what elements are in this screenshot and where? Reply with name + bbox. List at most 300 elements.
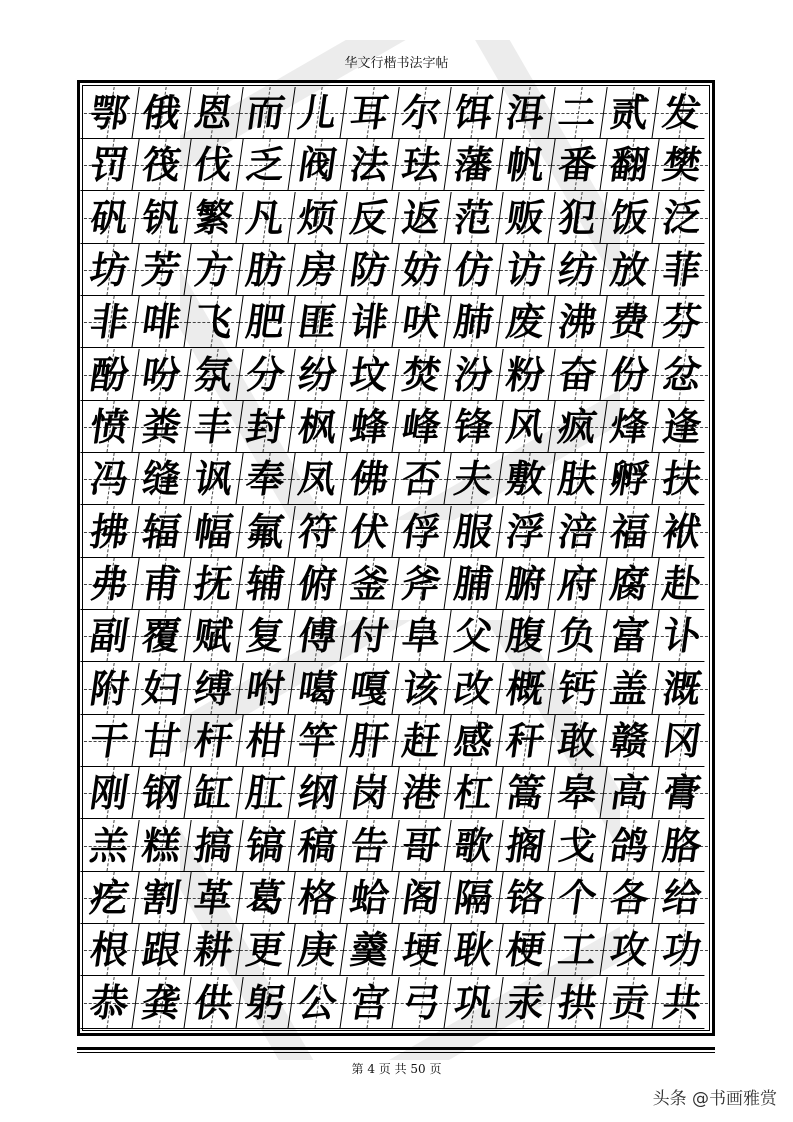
- calligraphy-character: 俘: [399, 509, 444, 554]
- grid-cell: [80, 296, 139, 348]
- calligraphy-character: 帆: [503, 142, 548, 187]
- calligraphy-character: 纷: [295, 352, 340, 397]
- calligraphy-character: 坊: [87, 247, 132, 292]
- grid-cell: [288, 872, 347, 924]
- calligraphy-character: 肝: [347, 718, 392, 763]
- grid-cell: [600, 924, 659, 976]
- bottom-rule: [77, 1047, 715, 1050]
- calligraphy-character: 负: [555, 613, 600, 658]
- bottom-rule-thin: [77, 1052, 715, 1053]
- calligraphy-character: 阜: [399, 613, 444, 658]
- calligraphy-character: 辅: [243, 561, 288, 606]
- calligraphy-character: 筏: [139, 142, 184, 187]
- calligraphy-character: 佛: [347, 456, 392, 501]
- calligraphy-character: 方: [191, 247, 236, 292]
- calligraphy-character: 汞: [503, 980, 548, 1025]
- grid-cell: [288, 349, 347, 401]
- grid-cell: [132, 349, 191, 401]
- calligraphy-character: 弓: [399, 980, 444, 1025]
- grid-cell: [236, 872, 295, 924]
- grid-cell: [496, 296, 555, 348]
- grid-cell: [132, 610, 191, 662]
- grid-cell: [444, 87, 503, 139]
- grid-cell: [132, 87, 191, 139]
- calligraphy-character: 肛: [243, 770, 288, 815]
- grid-cell: [652, 296, 711, 348]
- calligraphy-character: 傅: [295, 613, 340, 658]
- calligraphy-character: 讽: [191, 456, 236, 501]
- grid-cell: [392, 87, 451, 139]
- calligraphy-character: 溉: [659, 666, 705, 711]
- calligraphy-character: 该: [399, 666, 444, 711]
- grid-cell: [184, 715, 243, 767]
- calligraphy-character: 尔: [399, 90, 444, 135]
- calligraphy-character: 阀: [295, 142, 340, 187]
- grid-cell: [132, 924, 191, 976]
- grid-cell: [340, 244, 399, 296]
- calligraphy-character: 奋: [555, 352, 600, 397]
- grid-cell: [652, 767, 711, 819]
- calligraphy-character: 糕: [139, 823, 184, 868]
- calligraphy-character: 珐: [399, 142, 444, 187]
- calligraphy-character: 柑: [243, 718, 288, 763]
- grid-cell: [184, 977, 243, 1029]
- grid-cell: [288, 244, 347, 296]
- calligraphy-character: 个: [555, 875, 600, 920]
- calligraphy-character: 贰: [607, 90, 652, 135]
- grid-cell: [600, 663, 659, 715]
- grid-cell: [184, 663, 243, 715]
- calligraphy-character: 弗: [87, 561, 132, 606]
- calligraphy-character: 枫: [295, 404, 340, 449]
- calligraphy-character: 伏: [347, 509, 392, 554]
- grid-cell: [340, 506, 399, 558]
- grid-cell: [236, 767, 295, 819]
- grid-cell: [548, 349, 607, 401]
- calligraphy-character: 阁: [399, 875, 444, 920]
- calligraphy-character: 庚: [295, 927, 340, 972]
- calligraphy-character: 烦: [295, 195, 340, 240]
- grid-cell: [652, 663, 711, 715]
- grid-cell: [80, 349, 139, 401]
- grid-cell: [392, 663, 451, 715]
- grid-cell: [392, 453, 451, 505]
- calligraphy-character: 福: [607, 509, 652, 554]
- calligraphy-character: 改: [451, 666, 496, 711]
- calligraphy-character: 功: [659, 927, 705, 972]
- grid-cell: [652, 610, 711, 662]
- grid-cell: [132, 506, 191, 558]
- grid-cell: [392, 924, 451, 976]
- grid-cell: [496, 244, 555, 296]
- grid-cell: [184, 506, 243, 558]
- calligraphy-character: 锋: [451, 404, 496, 449]
- grid-cell: [548, 192, 607, 244]
- calligraphy-character: 符: [295, 509, 340, 554]
- grid-cell: [392, 715, 451, 767]
- grid-cell: [652, 506, 711, 558]
- grid-cell: [652, 244, 711, 296]
- grid-cell: [548, 244, 607, 296]
- grid-cell: [184, 139, 243, 191]
- calligraphy-character: 宫: [347, 980, 392, 1025]
- calligraphy-character: 敢: [555, 718, 600, 763]
- grid-cell: [496, 87, 555, 139]
- grid-cell: [236, 715, 295, 767]
- grid-cell: [236, 349, 295, 401]
- calligraphy-character: 钒: [139, 195, 184, 240]
- calligraphy-character: 告: [347, 823, 392, 868]
- grid-cell: [340, 610, 399, 662]
- calligraphy-character: 噶: [295, 666, 340, 711]
- grid-cell: [80, 924, 139, 976]
- grid-cell: [652, 192, 711, 244]
- calligraphy-character: 供: [191, 980, 236, 1025]
- grid-cell: [236, 558, 295, 610]
- calligraphy-character: 分: [243, 352, 288, 397]
- calligraphy-character: 富: [607, 613, 652, 658]
- grid-cell: [132, 872, 191, 924]
- calligraphy-character: 饭: [607, 195, 652, 240]
- calligraphy-character: 孵: [607, 456, 652, 501]
- calligraphy-character: 赶: [399, 718, 444, 763]
- grid-cell: [548, 401, 607, 453]
- calligraphy-character: 烽: [607, 404, 652, 449]
- grid-cell: [444, 139, 503, 191]
- grid-cell: [392, 192, 451, 244]
- grid-cell: [600, 87, 659, 139]
- grid-cell: [392, 349, 451, 401]
- grid-cell: [80, 139, 139, 191]
- calligraphy-character: 飞: [191, 299, 236, 344]
- calligraphy-character: 乏: [243, 142, 288, 187]
- calligraphy-character: 俄: [139, 90, 184, 135]
- grid-cell: [184, 349, 243, 401]
- calligraphy-character: 矾: [87, 195, 132, 240]
- calligraphy-character: 房: [295, 247, 340, 292]
- calligraphy-character: 诽: [347, 299, 392, 344]
- grid-cell: [80, 244, 139, 296]
- grid-cell: [392, 506, 451, 558]
- grid-cell: [496, 715, 555, 767]
- calligraphy-character: 腹: [503, 613, 548, 658]
- calligraphy-character: 港: [399, 770, 444, 815]
- calligraphy-character: 愤: [87, 404, 132, 449]
- grid-cell: [652, 977, 711, 1029]
- calligraphy-character: 袱: [659, 509, 705, 554]
- grid-cell: [80, 401, 139, 453]
- grid-cell: [184, 924, 243, 976]
- calligraphy-character: 蛤: [347, 875, 392, 920]
- grid-cell: [496, 610, 555, 662]
- calligraphy-character: 纺: [555, 247, 600, 292]
- grid-cell: [600, 401, 659, 453]
- calligraphy-character: 封: [243, 404, 288, 449]
- grid-cell: [184, 453, 243, 505]
- calligraphy-character: 讣: [659, 613, 705, 658]
- calligraphy-character: 附: [87, 666, 132, 711]
- grid-cell: [236, 977, 295, 1029]
- grid-cell: [548, 820, 607, 872]
- calligraphy-character: 躬: [243, 980, 288, 1025]
- grid-cell: [132, 767, 191, 819]
- grid-cell: [184, 296, 243, 348]
- calligraphy-character: 共: [659, 980, 705, 1025]
- calligraphy-character: 恩: [191, 90, 236, 135]
- grid-cell: [496, 924, 555, 976]
- calligraphy-character: 缸: [191, 770, 236, 815]
- grid-cell: [444, 192, 503, 244]
- grid-cell: [132, 453, 191, 505]
- calligraphy-character: 访: [503, 247, 548, 292]
- calligraphy-character: 格: [295, 875, 340, 920]
- calligraphy-character: 根: [87, 927, 132, 972]
- calligraphy-character: 钙: [555, 666, 600, 711]
- calligraphy-character: 耳: [347, 90, 392, 135]
- calligraphy-character: 赣: [607, 718, 652, 763]
- copybook-grid-frame: [77, 80, 715, 1036]
- calligraphy-character: 疯: [555, 404, 600, 449]
- calligraphy-character: 贡: [607, 980, 652, 1025]
- grid-cell: [184, 872, 243, 924]
- grid-cell: [236, 192, 295, 244]
- calligraphy-character: 防: [347, 247, 392, 292]
- grid-cell: [288, 139, 347, 191]
- calligraphy-character: 拂: [87, 509, 132, 554]
- calligraphy-character: 赋: [191, 613, 236, 658]
- grid-cell: [600, 820, 659, 872]
- calligraphy-character: 蜂: [347, 404, 392, 449]
- calligraphy-character: 凡: [243, 195, 288, 240]
- grid-cell: [496, 506, 555, 558]
- calligraphy-character: 放: [607, 247, 652, 292]
- grid-cell: [80, 453, 139, 505]
- grid-cell: [652, 820, 711, 872]
- calligraphy-character: 父: [451, 613, 496, 658]
- calligraphy-character: 汾: [451, 352, 496, 397]
- grid-cell: [80, 87, 139, 139]
- grid-cell: [392, 820, 451, 872]
- calligraphy-character: 妨: [399, 247, 444, 292]
- grid-cell: [132, 663, 191, 715]
- calligraphy-character: 芬: [659, 299, 705, 344]
- calligraphy-character: 概: [503, 666, 548, 711]
- calligraphy-character: 粪: [139, 404, 184, 449]
- grid-cell: [496, 192, 555, 244]
- calligraphy-character: 埂: [399, 927, 444, 972]
- grid-cell: [652, 349, 711, 401]
- calligraphy-character: 肺: [451, 299, 496, 344]
- calligraphy-character: 伐: [191, 142, 236, 187]
- grid-cell: [288, 767, 347, 819]
- calligraphy-character: 工: [555, 927, 600, 972]
- calligraphy-character: 缝: [139, 456, 184, 501]
- calligraphy-character: 给: [659, 875, 705, 920]
- grid-cell: [444, 506, 503, 558]
- calligraphy-character: 咐: [243, 666, 288, 711]
- grid-cell: [288, 820, 347, 872]
- grid-cell: [288, 558, 347, 610]
- grid-cell: [288, 87, 347, 139]
- calligraphy-character: 凤: [295, 456, 340, 501]
- grid-cell: [132, 558, 191, 610]
- grid-cell: [184, 610, 243, 662]
- grid-cell: [132, 977, 191, 1029]
- grid-cell: [496, 139, 555, 191]
- calligraphy-character: 扶: [659, 456, 705, 501]
- grid-cell: [236, 296, 295, 348]
- calligraphy-character: 沸: [555, 299, 600, 344]
- grid-cell: [132, 192, 191, 244]
- grid-cell: [600, 244, 659, 296]
- grid-cell: [600, 977, 659, 1029]
- grid-cell: [548, 767, 607, 819]
- grid-cell: [340, 139, 399, 191]
- grid-cell: [288, 924, 347, 976]
- calligraphy-character: 钢: [139, 770, 184, 815]
- grid-cell: [444, 558, 503, 610]
- calligraphy-character: 翻: [607, 142, 652, 187]
- grid-cell: [288, 506, 347, 558]
- calligraphy-character: 覆: [139, 613, 184, 658]
- grid-cell: [392, 401, 451, 453]
- calligraphy-character: 副: [87, 613, 132, 658]
- grid-cell: [236, 401, 295, 453]
- calligraphy-character: 羔: [87, 823, 132, 868]
- grid-cell: [340, 924, 399, 976]
- calligraphy-character: 羹: [347, 927, 392, 972]
- calligraphy-character: 革: [191, 875, 236, 920]
- calligraphy-character: 巩: [451, 980, 496, 1025]
- calligraphy-character: 啡: [139, 299, 184, 344]
- calligraphy-character: 丰: [191, 404, 236, 449]
- grid-cell: [288, 977, 347, 1029]
- calligraphy-character: 哥: [399, 823, 444, 868]
- grid-cell: [548, 610, 607, 662]
- calligraphy-character: 盖: [607, 666, 652, 711]
- grid-cell: [444, 349, 503, 401]
- calligraphy-character: 梗: [503, 927, 548, 972]
- grid-cell: [80, 558, 139, 610]
- grid-cell: [444, 924, 503, 976]
- calligraphy-character: 肥: [243, 299, 288, 344]
- grid-cell: [132, 139, 191, 191]
- calligraphy-character: 隔: [451, 875, 496, 920]
- calligraphy-character: 氛: [191, 352, 236, 397]
- calligraphy-character: 釜: [347, 561, 392, 606]
- grid-cell: [288, 453, 347, 505]
- page-number: 第 4 页 共 50 页: [351, 1062, 442, 1076]
- grid-cell: [288, 401, 347, 453]
- calligraphy-character: 鸽: [607, 823, 652, 868]
- grid-cell: [132, 296, 191, 348]
- grid-cell: [600, 715, 659, 767]
- grid-cell: [496, 663, 555, 715]
- calligraphy-character: 秆: [503, 718, 548, 763]
- calligraphy-character: 否: [399, 456, 444, 501]
- calligraphy-character: 嘎: [347, 666, 392, 711]
- grid-cell: [288, 715, 347, 767]
- grid-cell: [600, 558, 659, 610]
- calligraphy-character: 岗: [347, 770, 392, 815]
- calligraphy-character: 更: [243, 927, 288, 972]
- calligraphy-character: 搁: [503, 823, 548, 868]
- calligraphy-character: 肪: [243, 247, 288, 292]
- grid-cell: [392, 767, 451, 819]
- grid-cell: [132, 244, 191, 296]
- grid-cell: [548, 558, 607, 610]
- grid-cell: [652, 87, 711, 139]
- grid-cell: [340, 453, 399, 505]
- calligraphy-character: 赴: [659, 561, 705, 606]
- calligraphy-character: 斧: [399, 561, 444, 606]
- calligraphy-character: 鄂: [87, 90, 132, 135]
- grid-cell: [444, 296, 503, 348]
- calligraphy-character: 酚: [87, 352, 132, 397]
- grid-cell: [392, 244, 451, 296]
- calligraphy-character: 夫: [451, 456, 496, 501]
- calligraphy-character: 樊: [659, 142, 705, 187]
- calligraphy-character: 泛: [659, 195, 705, 240]
- grid-cell: [392, 558, 451, 610]
- grid-cell: [600, 506, 659, 558]
- calligraphy-character: 杆: [191, 718, 236, 763]
- grid-cell: [652, 139, 711, 191]
- calligraphy-character: 篙: [503, 770, 548, 815]
- calligraphy-character: 歌: [451, 823, 496, 868]
- calligraphy-character: 废: [503, 299, 548, 344]
- grid-cell: [444, 820, 503, 872]
- grid-cell: [600, 192, 659, 244]
- grid-cell: [600, 349, 659, 401]
- calligraphy-character: 藩: [451, 142, 496, 187]
- grid-cell: [392, 872, 451, 924]
- calligraphy-character: 竿: [295, 718, 340, 763]
- grid-cell: [236, 87, 295, 139]
- grid-cell: [340, 977, 399, 1029]
- calligraphy-character: 感: [451, 718, 496, 763]
- grid-cell: [652, 924, 711, 976]
- grid-cell: [340, 558, 399, 610]
- calligraphy-character: 拱: [555, 980, 600, 1025]
- calligraphy-character: 洱: [503, 90, 548, 135]
- calligraphy-character: 攻: [607, 927, 652, 972]
- grid-cell: [80, 715, 139, 767]
- grid-cell: [496, 453, 555, 505]
- grid-cell: [184, 767, 243, 819]
- calligraphy-character: 返: [399, 195, 444, 240]
- calligraphy-character: 吩: [139, 352, 184, 397]
- grid-cell: [236, 663, 295, 715]
- grid-cell: [392, 610, 451, 662]
- calligraphy-character: 范: [451, 195, 496, 240]
- calligraphy-character: 稿: [295, 823, 340, 868]
- calligraphy-character: 仿: [451, 247, 496, 292]
- calligraphy-character: 付: [347, 613, 392, 658]
- calligraphy-character: 葛: [243, 875, 288, 920]
- calligraphy-character: 非: [87, 299, 132, 344]
- calligraphy-character: 奉: [243, 456, 288, 501]
- calligraphy-character: 公: [295, 980, 340, 1025]
- calligraphy-character: 搞: [191, 823, 236, 868]
- grid-cell: [444, 610, 503, 662]
- grid-cell: [548, 977, 607, 1029]
- calligraphy-character: 膏: [659, 770, 705, 815]
- grid-cell: [236, 924, 295, 976]
- calligraphy-character: 缚: [191, 666, 236, 711]
- grid-cell: [600, 296, 659, 348]
- grid-cell: [444, 401, 503, 453]
